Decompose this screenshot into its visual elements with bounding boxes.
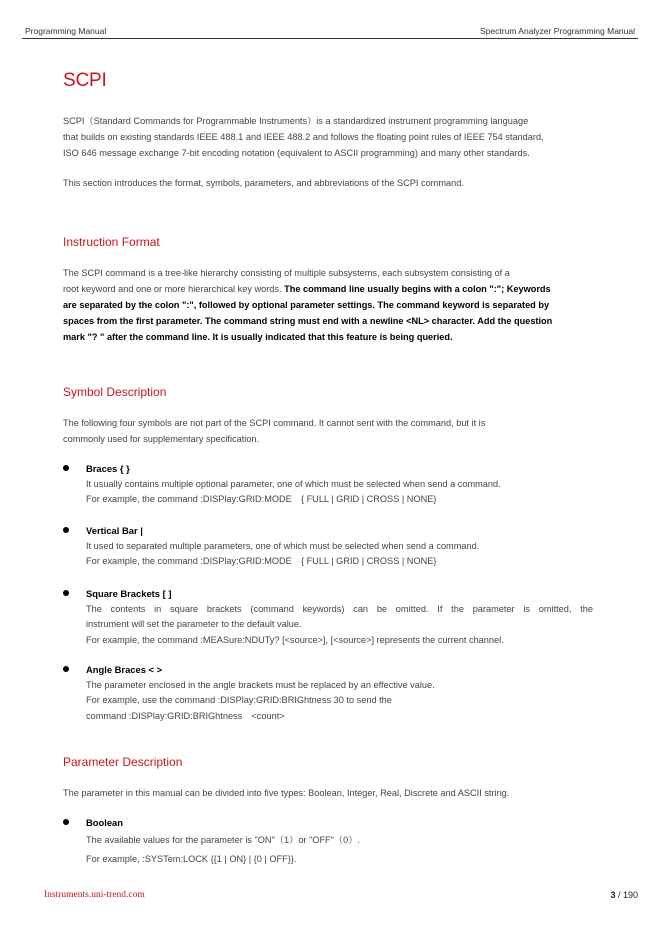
symbol-item-vertical-bar [63,523,593,570]
symbol-item-title: Vertical Bar | [86,525,143,536]
symbol-item-line: The parameter enclosed in the angle brackets must be replaced by an effective value. [86,679,435,690]
paragraph-line [63,281,593,297]
symbol-item-line: It usually contains multiple optional parameter, one of which must be selected when send a command. [86,478,501,489]
symbol-item-braces [63,461,593,508]
parameter-item-line: For example, :SYSTem:LOCK {{1 | ON} | {0 | OFF}}. [86,853,297,864]
symbol-item-line: For example, use the command :DISPlay:GRID:BRIGhtness 30 to send the [86,695,392,705]
bullet-icon [63,527,69,533]
symbol-item-line: instrument will set the parameter to the default value. [86,619,302,629]
page-header [22,24,638,39]
symbol-intro-paragraph [63,415,593,447]
paragraph-line: The SCPI command is a tree-like hierarchy consisting of multiple subsystems, each subsystem consisting of a [63,268,510,278]
header-left-title: Programming Manual [25,26,107,36]
header-right-title: Spectrum Analyzer Programming Manual [480,26,635,36]
page-number [610,890,638,900]
paragraph-line: commonly used for supplementary specification. [63,434,260,444]
parameter-item-title: Boolean [86,817,123,828]
emphasis-text: The command line usually begins with a colon ":"; Keywords [284,284,551,294]
symbol-item-title: Square Brackets [ ] [86,588,172,599]
normal-text: root keyword and one or more hierarchical key words. [63,284,285,294]
symbol-item-title: Braces { } [86,463,130,474]
page-total: 190 [622,890,638,900]
instruction-format-paragraph [63,265,593,345]
symbol-item-line: It used to separated multiple parameters, one of which must be selected when send a command. [86,540,480,551]
page-title: SCPI [63,70,107,91]
symbol-item-line: The contents in square brackets (command keywords) can be omitted. If the parameter is omitted, the [86,603,593,614]
symbol-item-line: command :DISPlay:GRID:BRIGhtness <count> [86,710,285,721]
page-separator: / [615,890,623,900]
page-current: 3 [610,890,616,900]
footer-website: Instruments.uni-trend.com [44,890,145,900]
paragraph-line: The following four symbols are not part of the SCPI command. It cannot sent with the command, but it is [63,418,486,428]
emphasis-line: are separated by the colon ":", followed by optional parameter settings. The command keyword is separated by [63,300,550,310]
heading-instruction-format: Instruction Format [63,235,160,249]
intro-paragraph-2: This section introduces the format, symbols, parameters, and abbreviations of the SCPI command. [63,178,464,188]
symbol-item-line: For example, the command :DISPlay:GRID:MODE { FULL | GRID | CROSS | NONE} [86,494,437,504]
bullet-icon [63,465,69,471]
emphasis-line: spaces from the first parameter. The command string must end with a newline <NL> character. Add the question [63,316,553,326]
bullet-icon [63,666,69,672]
intro-line: ISO 646 message exchange 7-bit encoding notation (equivalent to ASCII programming) and many other standards. [63,148,530,158]
parameter-item-boolean [63,815,593,869]
bullet-icon [63,590,69,596]
intro-line: that builds on existing standards IEEE 488.1 and IEEE 488.2 and follows the floating point rules of IEEE 754 standard, [63,132,544,142]
bullet-icon [63,819,69,825]
symbol-item-title: Angle Braces < > [86,664,163,675]
parameter-item-line: The available values for the parameter is "ON"（1）or "OFF"（0）. [86,834,360,845]
symbol-item-line: For example, the command :MEASure:NDUTy? [<source>], [<source>] represents the current channel. [86,634,504,645]
symbol-item-line: For example, the command :DISPlay:GRID:MODE { FULL | GRID | CROSS | NONE} [86,556,437,566]
emphasis-line: mark "? " after the command line. It is usually indicated that this feature is being queried. [63,332,453,342]
heading-symbol-description: Symbol Description [63,385,167,399]
symbol-item-angle-braces [63,662,593,724]
intro-paragraph [63,113,593,161]
intro-line: SCPI（Standard Commands for Programmable Instruments）is a standardized instrument programming language [63,116,529,126]
heading-parameter-description: Parameter Description [63,755,183,769]
symbol-item-square-brackets [63,586,593,648]
parameter-intro-paragraph: The parameter in this manual can be divided into five types: Boolean, Integer, Real, Discrete and ASCII string. [63,788,510,798]
